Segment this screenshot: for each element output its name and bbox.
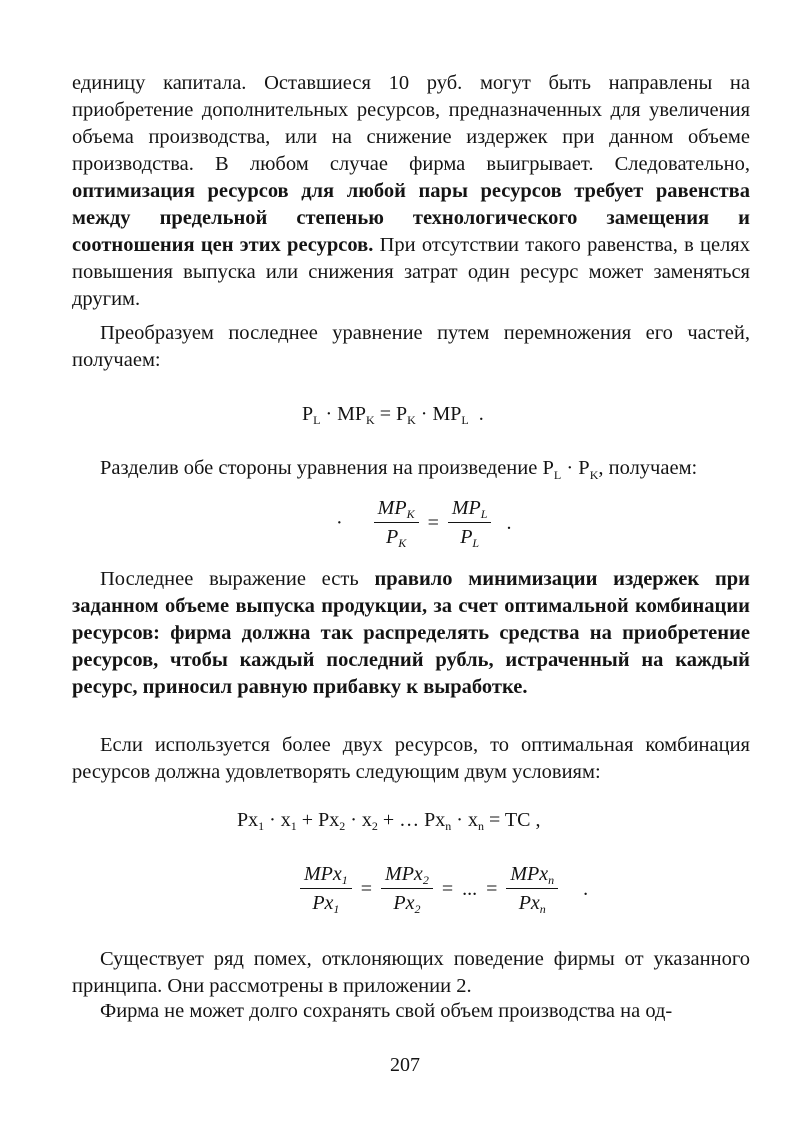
paragraph-2-text: Преобразуем последнее уравнение путем перемножения его частей, получаем: — [72, 322, 750, 371]
paragraph-6 — [72, 946, 750, 1000]
fraction-k: $\frac{MP_K}{P_K}$ — [374, 496, 419, 549]
page-number: 207 — [390, 1054, 420, 1076]
paragraph-1-tail: При отсутствии такого равенства, в целях повышения выпуска или снижения затрат один ресурс может заменяться другим. — [72, 234, 750, 310]
fraction-2: $\frac{MPx_2}{Px_2}$ — [381, 862, 433, 915]
paragraph-7-text: Фирма не может долго сохранять свой объем производства на од- — [100, 1000, 673, 1022]
paragraph-1-lead: единицу капитала. Оставшиеся 10 руб. могут быть направлены на приобретение дополнительных ресурсов, предназначенных для увеличения объема производства, или на снижение издержек при данном объеме производства. В любом случае фирма выигрывает. Следовательно, — [72, 72, 750, 175]
paragraph-5-text: Если используется более двух ресурсов, то оптимальная комбинация ресурсов должна удовлетворять следующим двум условиям: — [72, 734, 750, 783]
paragraph-2 — [72, 320, 750, 374]
paragraph-7 — [72, 998, 750, 1025]
paragraph-6-text: Существует ряд помех, отклоняющих поведение фирмы от указанного принципа. Они рассмотрены в приложении 2. — [72, 948, 750, 997]
formula-marginal-product-ratio: · $\frac{MP_K}{P_K}$ = $\frac{MP_L}{P_L}$ . — [336, 497, 512, 550]
formula-budget-constraint: $Px_1 \cdot x_1 + Px_2 \cdot x_2$ + … $Px_n \cdot x_n$ = TC , — [237, 809, 541, 833]
paragraph-1-bold: оптимизация ресурсов для любой пары ресурсов требует равенства между предельной степенью технологического замещения и соотношения цен этих ресурсов. — [72, 180, 750, 256]
fraction-n: $\frac{MPx_n}{Px_n}$ — [506, 862, 558, 915]
paragraph-1 — [72, 70, 750, 313]
formula-equimarginal: $\frac{MPx_1}{Px_1}$ = $\frac{MPx_2}{Px_2}$ = ... = $\frac{MPx_n}{Px_n}$ . — [298, 862, 590, 915]
paragraph-3: Разделив обе стороны уравнения на произведение $P_L \cdot P_K$, получаем: — [100, 457, 698, 483]
fraction-1: $\frac{MPx_1}{Px_1}$ — [300, 862, 352, 915]
paragraph-5 — [72, 732, 750, 786]
fraction-l: $\frac{MP_L}{P_L}$ — [448, 496, 492, 549]
paragraph-4: Последнее выражение есть правило минимизации издержек при заданном объеме выпуска продукции, за счет оптимальной комбинации ресурсов: фирма должна так распределять средства на приобретение ресурсов, чтобы каждый последний рубль, истраченный на каждый ресурс, приносил равную прибавку к выработке. — [72, 568, 750, 698]
formula-cost-equality: $P_L \cdot MP_K = P_K \cdot MP_L$ . — [302, 403, 484, 427]
